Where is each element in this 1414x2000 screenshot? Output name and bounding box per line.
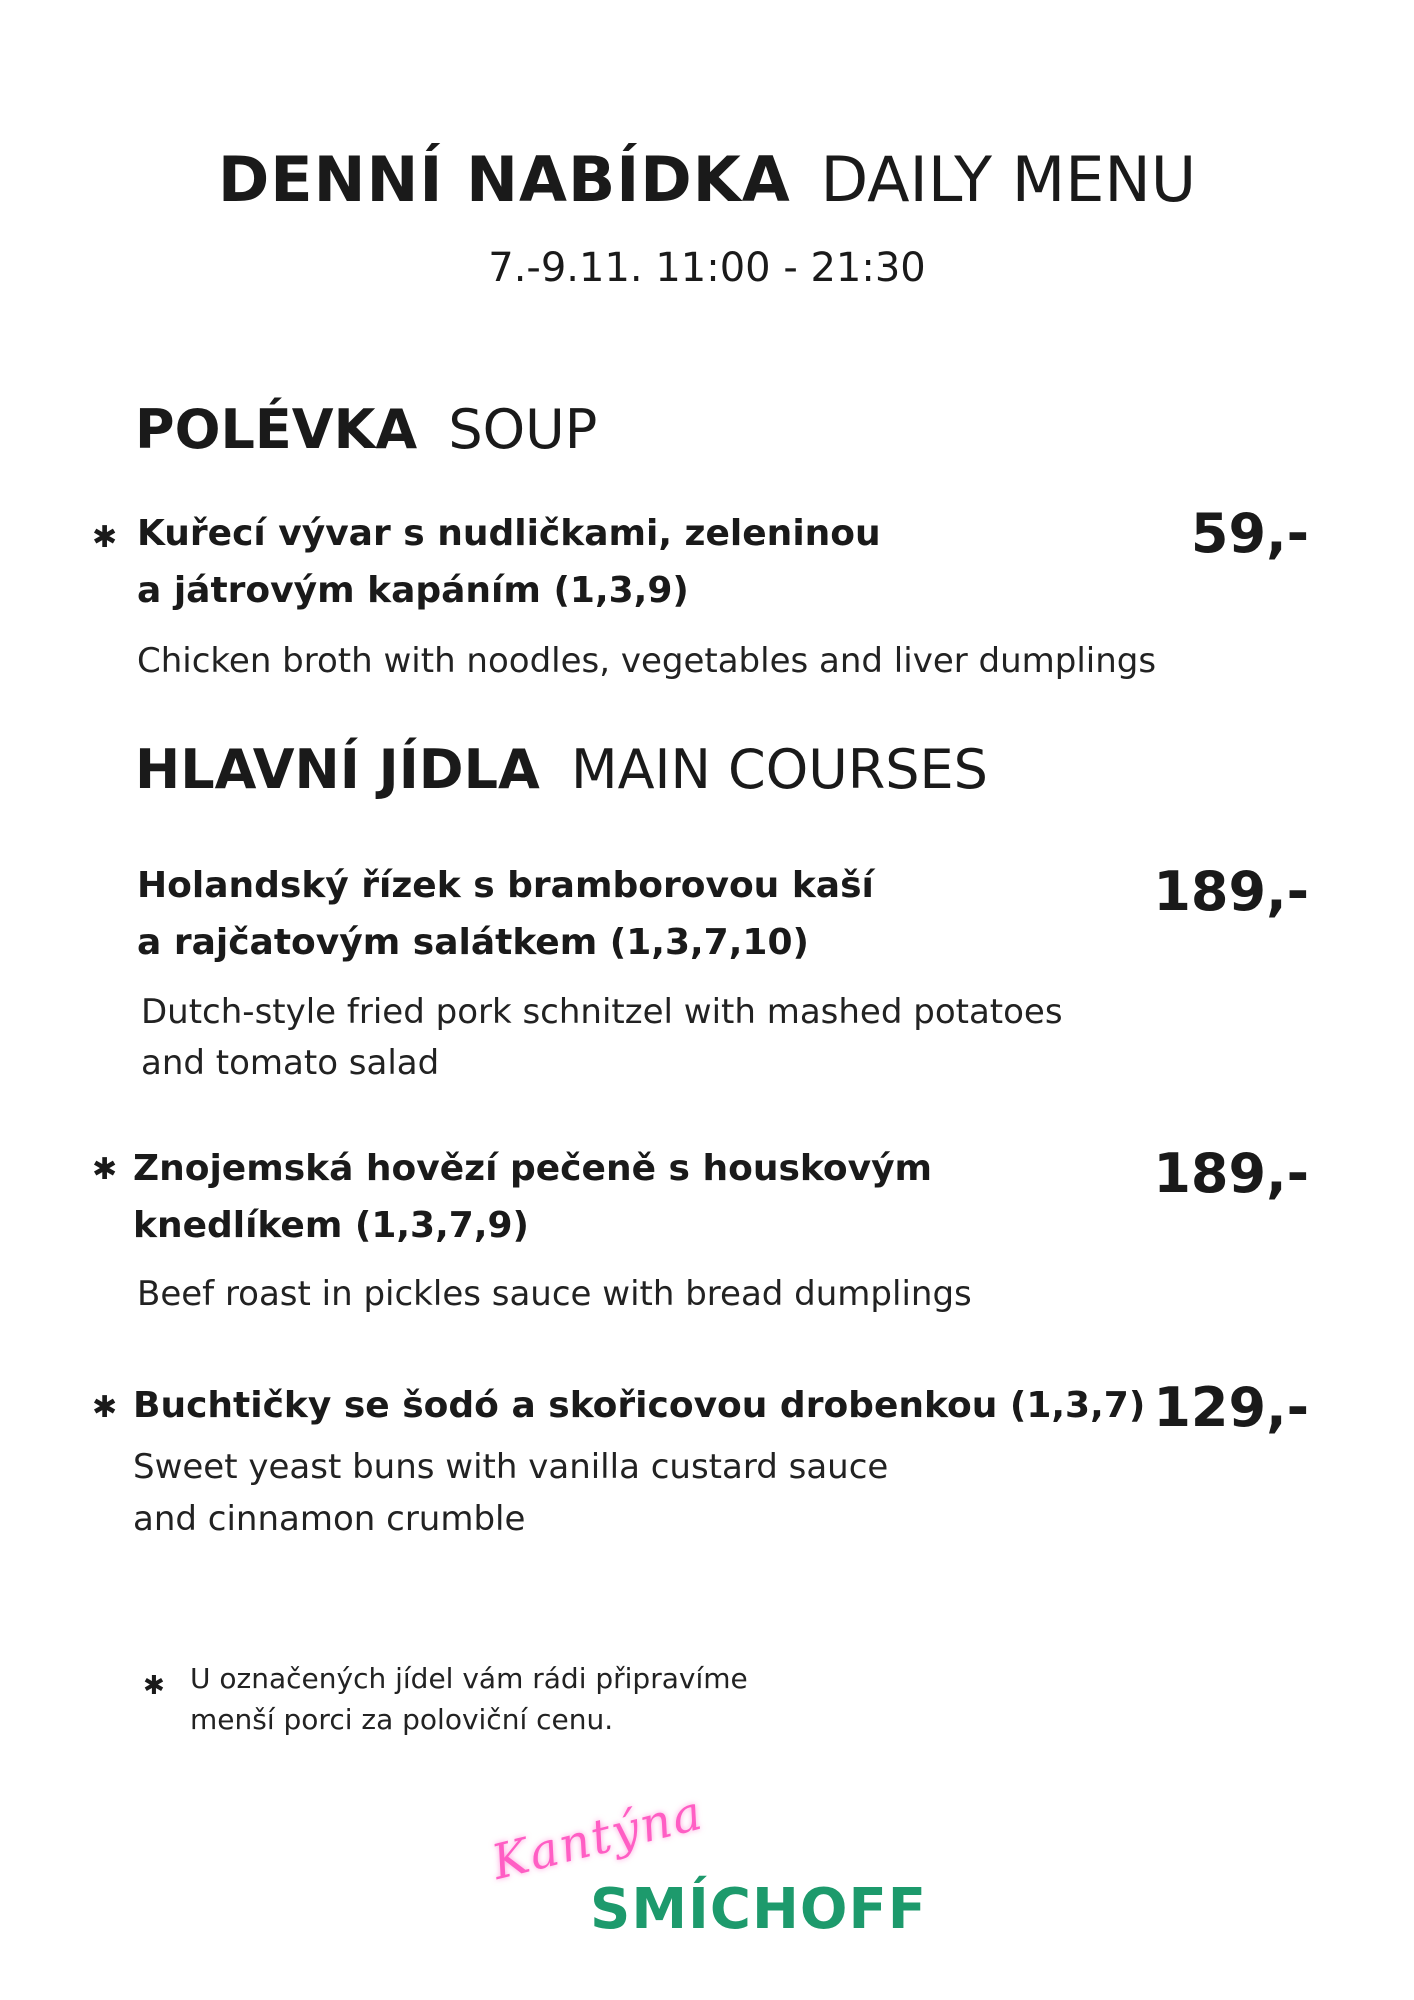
logo-brand-text: SMÍCHOFF <box>590 1877 927 1942</box>
half-portion-star-icon: ✱ <box>92 520 118 555</box>
date-time: 7.-9.11. 11:00 - 21:30 <box>488 245 926 291</box>
section-title-czech: POLÉVKA <box>135 398 418 461</box>
title-czech: DENNÍ NABÍDKA <box>217 143 791 216</box>
dish-name-line: a játrovým kapáním (1,3,9) <box>137 570 689 611</box>
restaurant-logo <box>486 1784 930 1955</box>
footnote-line: U označených jídel vám rádi připravíme <box>190 1662 748 1695</box>
footnote-line: menší porci za poloviční cenu. <box>190 1703 614 1736</box>
dish-name-line: Kuřecí vývar s nudličkami, zeleninou <box>137 513 881 554</box>
dish-description: Dutch-style fried pork schnitzel with mashed potatoes <box>141 992 1063 1032</box>
dish-price: 189,- <box>1153 860 1309 923</box>
section-title-english: SOUP <box>448 398 598 461</box>
menu-title <box>0 140 1414 220</box>
dish-name-line: Holandský řízek s bramborovou kaší <box>137 865 874 906</box>
dish-price: 189,- <box>1153 1142 1309 1205</box>
dish-description: Chicken broth with noodles, vegetables and liver dumplings <box>137 641 1157 681</box>
dish-description: Sweet yeast buns with vanilla custard sauce <box>133 1447 889 1487</box>
section-title-czech: HLAVNÍ JÍDLA <box>135 738 540 801</box>
dish-description: and cinnamon crumble <box>133 1499 526 1539</box>
dish-name-line: a rajčatovým salátkem (1,3,7,10) <box>137 922 809 963</box>
dish-price: 59,- <box>1190 502 1309 565</box>
footnote-star-icon: ✱ <box>143 1671 165 1701</box>
dish-description: and tomato salad <box>141 1043 440 1083</box>
section-title-english: MAIN COURSES <box>571 738 988 801</box>
half-portion-star-icon: ✱ <box>92 1390 118 1425</box>
dish-name-line: Buchtičky se šodó a skořicovou drobenkou (1,3,7) <box>133 1385 1146 1426</box>
section-heading-main <box>135 735 988 805</box>
dish-name-line: Znojemská hovězí pečeně s houskovým <box>133 1148 933 1189</box>
section-heading-soup <box>135 395 597 465</box>
half-portion-star-icon: ✱ <box>92 1152 118 1187</box>
title-english: DAILY MENU <box>820 143 1197 216</box>
logo-script-text: Kantýna <box>486 1784 709 1891</box>
dish-description: Beef roast in pickles sauce with bread dumplings <box>137 1274 972 1314</box>
dish-name-line: knedlíkem (1,3,7,9) <box>133 1205 529 1246</box>
dish-price: 129,- <box>1153 1376 1309 1439</box>
